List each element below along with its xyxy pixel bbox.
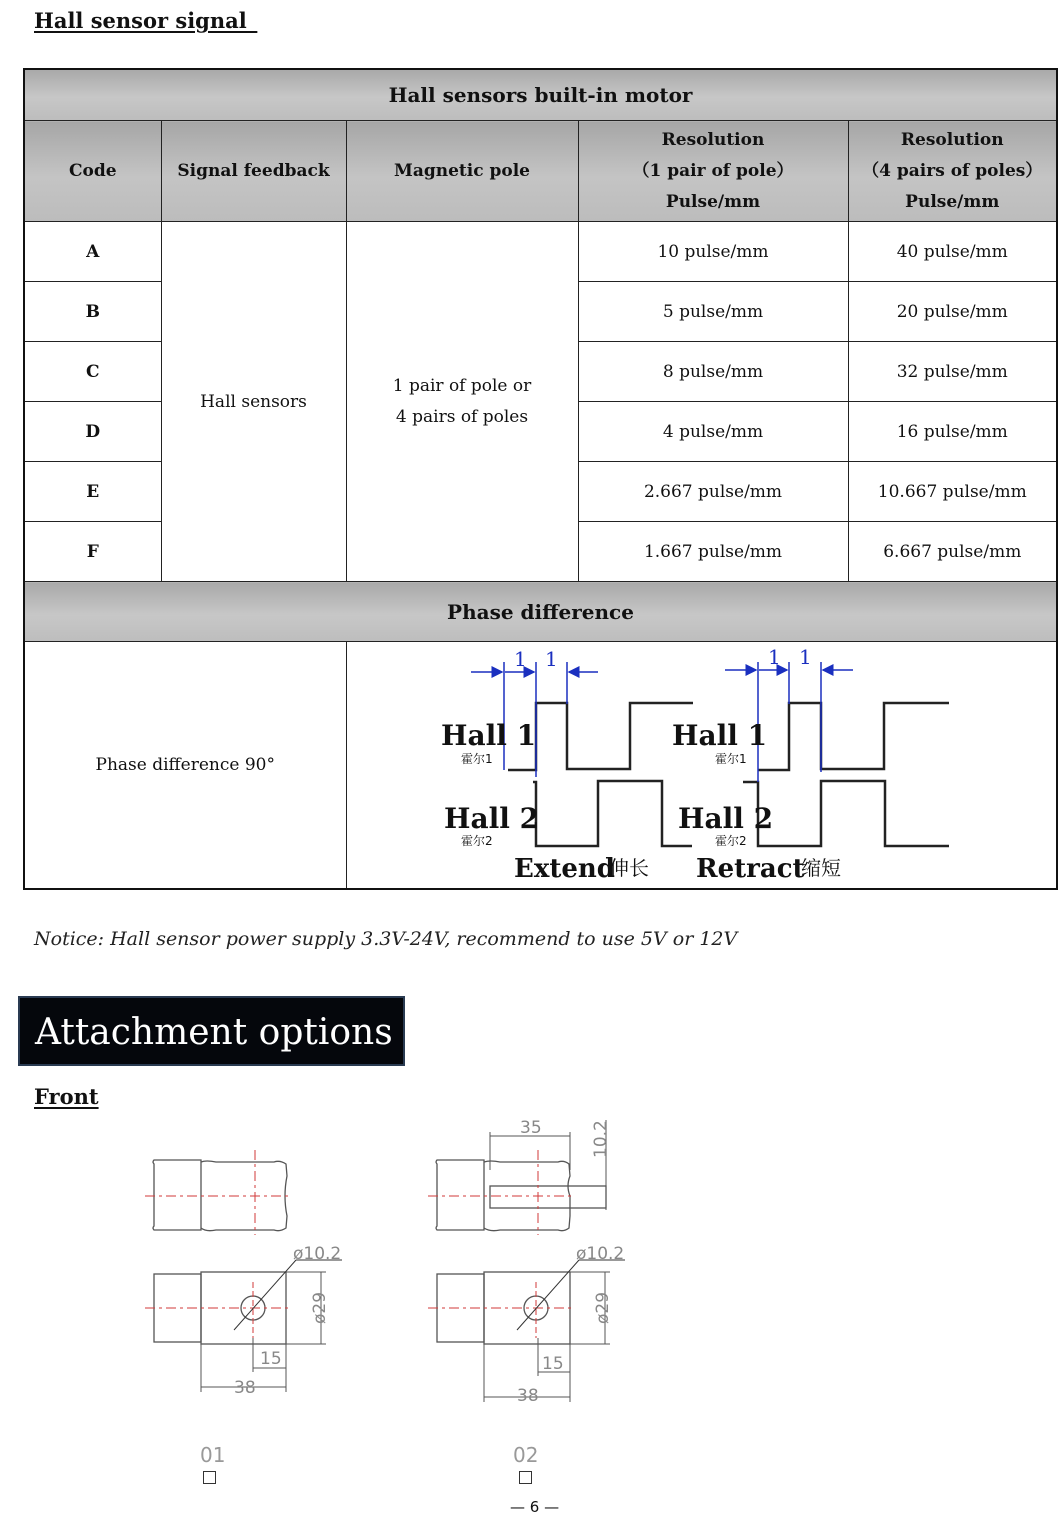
- res4-cell: 10.667 pulse/mm: [848, 462, 1057, 522]
- dim-offset: 15: [542, 1354, 564, 1374]
- option-02-checkbox[interactable]: [519, 1471, 532, 1484]
- retract-hall1-label: Hall 1: [671, 719, 767, 752]
- res4-cell: 6.667 pulse/mm: [848, 522, 1057, 582]
- dim-offset: 15: [260, 1349, 282, 1369]
- header-res4-line: （4 pairs of poles）: [862, 160, 1043, 181]
- dim-length: 38: [517, 1386, 539, 1406]
- extend-hall2-cn: 霍尔2: [460, 834, 493, 848]
- extend-hall1-cn: 霍尔1: [460, 752, 493, 766]
- page-number: — 6 —: [510, 1498, 560, 1516]
- dim-hole: ø10.2: [293, 1244, 342, 1264]
- retract-waveform: [672, 645, 949, 884]
- header-res1-line: Pulse/mm: [665, 191, 761, 212]
- phase-waveform-diagram: [347, 642, 1056, 888]
- table-title-row: [24, 69, 1057, 121]
- signal-feedback-cell: Hall sensors: [161, 222, 346, 582]
- extend-hall1-label: Hall 1: [440, 719, 536, 752]
- front-label: Front: [34, 1084, 99, 1109]
- header-res1-line: Resolution: [661, 129, 765, 150]
- retract-cn-label: 缩短: [800, 856, 841, 880]
- dim-slot-length: 35: [520, 1118, 542, 1138]
- magnetic-pole-cell: [346, 222, 578, 582]
- option-02-top-view: [428, 1120, 606, 1235]
- dim-length: 38: [234, 1378, 256, 1398]
- extend-label: Extend: [513, 854, 615, 884]
- res1-cell: 1.667 pulse/mm: [578, 522, 848, 582]
- header-magnetic-pole: Magnetic pole: [346, 121, 578, 222]
- header-res1-line: （1 pair of pole）: [632, 160, 794, 181]
- phase-row: [24, 642, 1057, 890]
- extend-hall2-wave: [533, 781, 692, 846]
- body-outline: [436, 1160, 484, 1230]
- option-01-side-view: [145, 1260, 342, 1392]
- option-number: 02: [513, 1443, 539, 1467]
- res4-cell: 20 pulse/mm: [848, 282, 1057, 342]
- res4-cell: 16 pulse/mm: [848, 402, 1057, 462]
- extend-hall2-label: Hall 2: [443, 802, 539, 835]
- retract-hall2-wave: [743, 781, 949, 846]
- extend-cn-label: 伸长: [608, 856, 649, 880]
- res4-cell: 40 pulse/mm: [848, 222, 1057, 282]
- extend-waveform: [441, 647, 693, 884]
- option-02-side-view: [428, 1260, 625, 1402]
- retract-hall2-cn: 霍尔2: [714, 834, 747, 848]
- dim-height: ø29: [310, 1291, 330, 1324]
- magnetic-pole-line: 4 pairs of poles: [395, 406, 529, 427]
- retract-dim-label: 1: [798, 645, 812, 669]
- phase-diagram-cell: [346, 642, 1057, 890]
- retract-label: Retract: [695, 854, 805, 884]
- slot-outline: [490, 1186, 606, 1208]
- retract-dim-label: 1: [767, 645, 781, 669]
- dim-slot-width: 10.2: [591, 1120, 611, 1158]
- phase-band-row: [24, 582, 1057, 642]
- code-cell: F: [24, 522, 161, 582]
- res1-cell: 10 pulse/mm: [578, 222, 848, 282]
- table-row: [24, 222, 1057, 282]
- dim-height: ø29: [593, 1291, 613, 1324]
- code-cell: A: [24, 222, 161, 282]
- magnetic-pole-line: 1 pair of pole or: [392, 375, 532, 396]
- retract-hall1-cn: 霍尔1: [714, 752, 747, 766]
- header-resolution-4-pairs: [848, 121, 1057, 222]
- body-outline: [153, 1160, 201, 1230]
- table-header-row: [24, 121, 1057, 222]
- code-cell: C: [24, 342, 161, 402]
- header-signal-feedback: Signal feedback: [161, 121, 346, 222]
- option-01-checkbox[interactable]: [203, 1471, 216, 1484]
- res4-cell: 32 pulse/mm: [848, 342, 1057, 402]
- notice-text: Notice: Hall sensor power supply 3.3V-24V, recommend to use 5V or 12V: [34, 928, 738, 950]
- section-title: Hall sensor signal_: [34, 8, 258, 33]
- header-code: Code: [24, 121, 161, 222]
- extend-dim-label: 1: [544, 647, 558, 671]
- code-cell: E: [24, 462, 161, 522]
- res1-cell: 2.667 pulse/mm: [578, 462, 848, 522]
- res1-cell: 5 pulse/mm: [578, 282, 848, 342]
- phase-label-cell: Phase difference 90°: [24, 642, 346, 890]
- phase-band: Phase difference: [24, 582, 1057, 642]
- extend-dim-label: 1: [513, 647, 527, 671]
- header-resolution-1-pair: [578, 121, 848, 222]
- hall-sensor-table: [23, 68, 1058, 890]
- header-res4-line: Pulse/mm: [905, 191, 1000, 212]
- dim-hole: ø10.2: [576, 1244, 625, 1264]
- table-title: Hall sensors built-in motor: [24, 69, 1057, 121]
- attachment-drawings: [140, 1110, 630, 1410]
- header-res4-line: Resolution: [900, 129, 1004, 150]
- option-number: 01: [200, 1443, 226, 1467]
- code-cell: B: [24, 282, 161, 342]
- res1-cell: 4 pulse/mm: [578, 402, 848, 462]
- code-cell: D: [24, 402, 161, 462]
- leader-line: [234, 1260, 296, 1330]
- attachment-title: Attachment options: [35, 1012, 393, 1053]
- retract-hall1-wave: [758, 703, 949, 770]
- option-01-top-view: [145, 1150, 292, 1235]
- res1-cell: 8 pulse/mm: [578, 342, 848, 402]
- attachment-banner: [18, 996, 405, 1066]
- retract-hall2-label: Hall 2: [677, 802, 773, 835]
